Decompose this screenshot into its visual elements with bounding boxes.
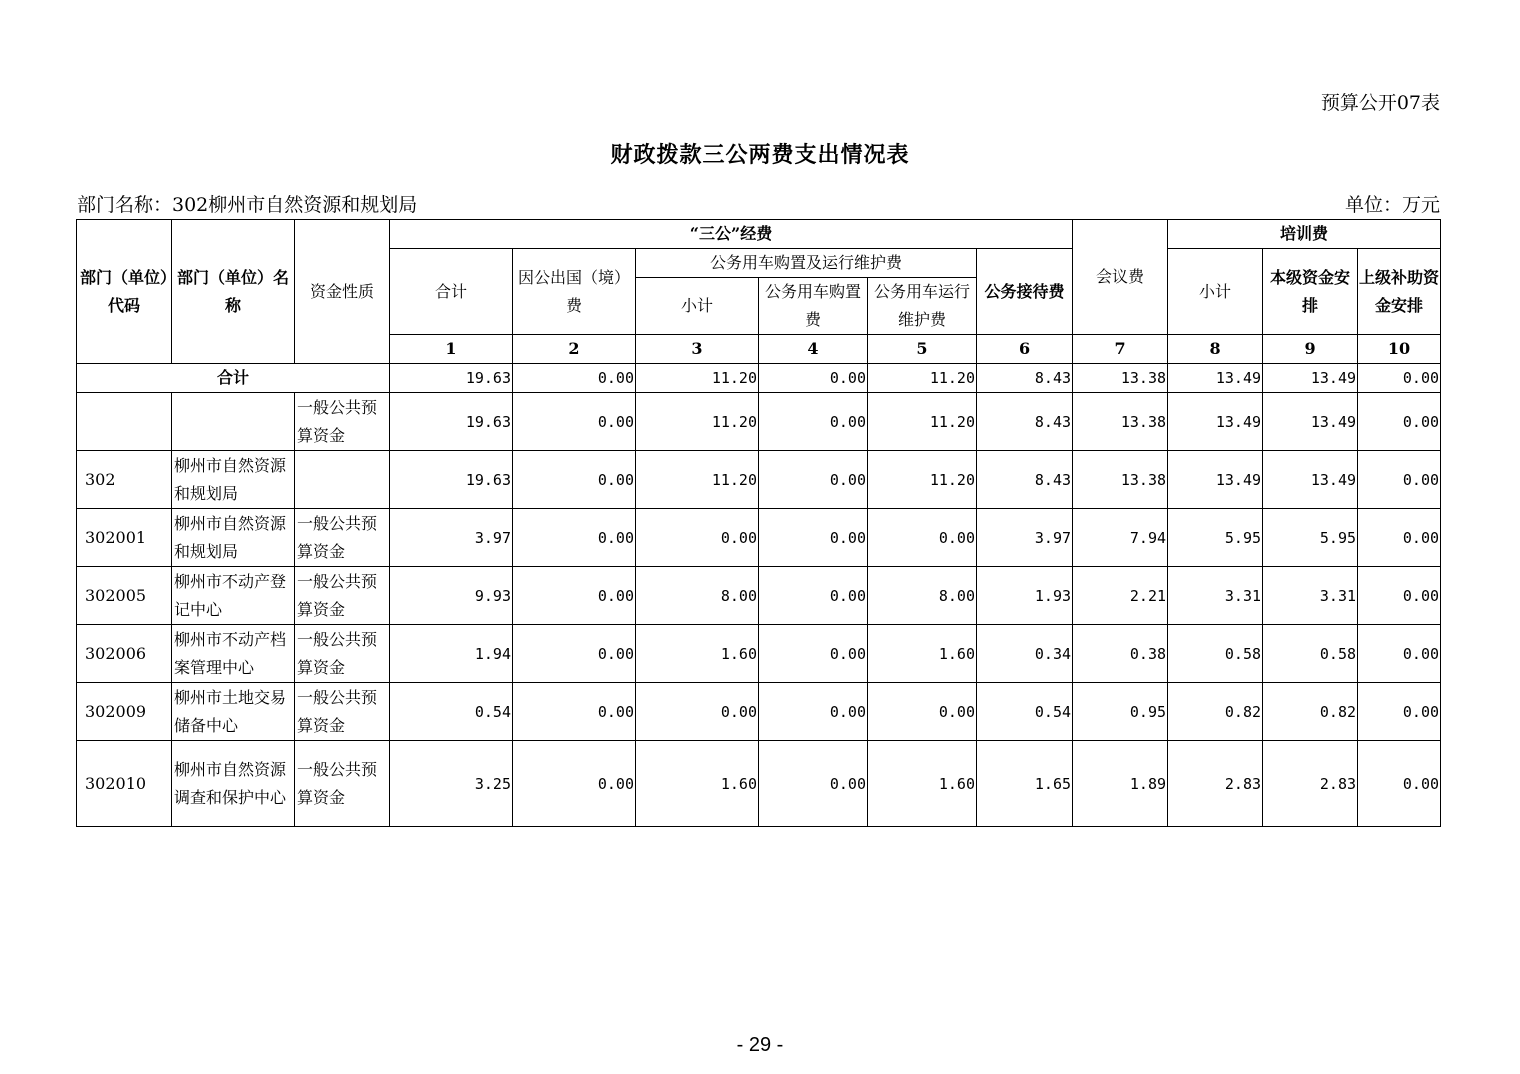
budget-table <box>76 219 1441 827</box>
table-cell: 0.00 <box>759 741 868 827</box>
total-row-label: 合计 <box>77 364 390 393</box>
fund-nature-cell <box>295 451 390 509</box>
table-cell: 11.20 <box>868 393 977 451</box>
column-index: 10 <box>1358 335 1441 364</box>
table-cell: 13.49 <box>1168 451 1263 509</box>
header-vehicle-purchase: 公务用车购置费 <box>759 278 868 335</box>
table-cell: 1.89 <box>1073 741 1168 827</box>
dept-code-cell: 302001 <box>77 509 172 567</box>
column-index: 5 <box>868 335 977 364</box>
table-cell: 11.20 <box>636 451 759 509</box>
table-cell: 13.49 <box>1263 451 1358 509</box>
table-cell: 0.00 <box>513 509 636 567</box>
table-cell: 1.60 <box>868 625 977 683</box>
column-index: 7 <box>1073 335 1168 364</box>
header-sangong: “三公”经费 <box>390 220 1073 249</box>
table-cell: 11.20 <box>868 364 977 393</box>
table-cell: 0.82 <box>1168 683 1263 741</box>
header-fund-nature: 资金性质 <box>295 220 390 364</box>
table-cell: 11.20 <box>868 451 977 509</box>
table-cell: 13.38 <box>1073 393 1168 451</box>
column-index: 8 <box>1168 335 1263 364</box>
dept-code-cell <box>77 393 172 451</box>
table-cell: 0.34 <box>977 625 1073 683</box>
header-training: 培训费 <box>1168 220 1441 249</box>
fund-nature-cell: 一般公共预算资金 <box>295 625 390 683</box>
table-cell: 13.38 <box>1073 451 1168 509</box>
dept-code-cell: 302010 <box>77 741 172 827</box>
table-cell: 0.00 <box>759 683 868 741</box>
table-cell: 2.83 <box>1263 741 1358 827</box>
table-body <box>77 364 1441 827</box>
header-reception: 公务接待费 <box>977 249 1073 335</box>
table-cell: 1.94 <box>390 625 513 683</box>
table-cell: 0.54 <box>977 683 1073 741</box>
table-cell: 1.93 <box>977 567 1073 625</box>
fund-nature-cell: 一般公共预算资金 <box>295 683 390 741</box>
table-cell: 13.38 <box>1073 364 1168 393</box>
table-cell: 0.00 <box>1358 364 1441 393</box>
dept-code-cell: 302005 <box>77 567 172 625</box>
header-training-upper: 上级补助资金安排 <box>1358 249 1441 335</box>
table-cell: 0.00 <box>513 683 636 741</box>
column-index: 2 <box>513 335 636 364</box>
table-cell: 3.31 <box>1263 567 1358 625</box>
table-cell: 0.00 <box>636 509 759 567</box>
column-index: 4 <box>759 335 868 364</box>
table-cell: 3.97 <box>977 509 1073 567</box>
table-cell: 0.82 <box>1263 683 1358 741</box>
dept-name-cell: 柳州市不动产档案管理中心 <box>172 625 295 683</box>
table-row <box>77 567 1441 625</box>
table-cell: 13.49 <box>1263 364 1358 393</box>
table-cell: 1.60 <box>636 625 759 683</box>
header-total: 合计 <box>390 249 513 335</box>
table-cell: 0.00 <box>1358 393 1441 451</box>
table-cell: 1.65 <box>977 741 1073 827</box>
table-number-tag: 预算公开07表 <box>1320 92 1440 114</box>
document-title: 财政拨款三公两费支出情况表 <box>610 142 910 168</box>
unit-label: 单位：万元 <box>1344 194 1440 216</box>
table-cell: 0.00 <box>1358 683 1441 741</box>
table-cell: 0.00 <box>759 364 868 393</box>
table-cell: 0.00 <box>513 567 636 625</box>
table-row <box>77 509 1441 567</box>
table-cell: 1.60 <box>868 741 977 827</box>
column-index: 1 <box>390 335 513 364</box>
table-row <box>77 741 1441 827</box>
header-dept-code: 部门（单位）代码 <box>77 220 172 364</box>
table-cell: 11.20 <box>636 393 759 451</box>
table-cell: 19.63 <box>390 393 513 451</box>
table-cell: 0.00 <box>1358 509 1441 567</box>
header-vehicle-subtotal: 小计 <box>636 278 759 335</box>
fund-nature-cell: 一般公共预算资金 <box>295 741 390 827</box>
header-meeting: 会议费 <box>1073 220 1168 335</box>
fund-nature-cell: 一般公共预算资金 <box>295 509 390 567</box>
header-training-subtotal: 小计 <box>1168 249 1263 335</box>
table-cell: 0.00 <box>759 625 868 683</box>
table-cell: 0.00 <box>1358 451 1441 509</box>
table-cell: 0.00 <box>513 625 636 683</box>
dept-name-cell: 柳州市自然资源调查和保护中心 <box>172 741 295 827</box>
table-cell: 13.49 <box>1263 393 1358 451</box>
table-cell: 7.94 <box>1073 509 1168 567</box>
table-cell: 3.25 <box>390 741 513 827</box>
table-cell: 8.43 <box>977 393 1073 451</box>
table-cell: 0.00 <box>759 567 868 625</box>
table-cell: 8.00 <box>868 567 977 625</box>
table-cell: 0.00 <box>513 451 636 509</box>
dept-code-cell: 302009 <box>77 683 172 741</box>
table-cell: 0.00 <box>636 683 759 741</box>
table-cell: 0.00 <box>513 393 636 451</box>
dept-name-cell: 柳州市土地交易储备中心 <box>172 683 295 741</box>
table-cell: 5.95 <box>1263 509 1358 567</box>
table-row <box>77 451 1441 509</box>
dept-name-cell <box>172 393 295 451</box>
table-cell: 0.58 <box>1168 625 1263 683</box>
column-index: 3 <box>636 335 759 364</box>
table-cell: 19.63 <box>390 364 513 393</box>
dept-code-cell: 302006 <box>77 625 172 683</box>
table-cell: 0.54 <box>390 683 513 741</box>
table-cell: 19.63 <box>390 451 513 509</box>
header-abroad: 因公出国（境）费 <box>513 249 636 335</box>
fund-nature-cell: 一般公共预算资金 <box>295 567 390 625</box>
table-cell: 5.95 <box>1168 509 1263 567</box>
table-row <box>77 683 1441 741</box>
total-row <box>77 364 1441 393</box>
table-cell: 0.00 <box>1358 567 1441 625</box>
dept-name-cell: 柳州市不动产登记中心 <box>172 567 295 625</box>
table-cell: 0.58 <box>1263 625 1358 683</box>
table-row <box>77 393 1441 451</box>
table-cell: 0.00 <box>1358 625 1441 683</box>
table-cell: 3.31 <box>1168 567 1263 625</box>
fund-nature-cell: 一般公共预算资金 <box>295 393 390 451</box>
table-cell: 11.20 <box>636 364 759 393</box>
table-cell: 0.00 <box>1358 741 1441 827</box>
table-header <box>77 220 1441 364</box>
header-vehicle-maintenance: 公务用车运行维护费 <box>868 278 977 335</box>
header-training-own: 本级资金安排 <box>1263 249 1358 335</box>
column-index: 9 <box>1263 335 1358 364</box>
table-cell: 0.00 <box>759 509 868 567</box>
table-cell: 0.00 <box>513 364 636 393</box>
table-row <box>77 625 1441 683</box>
table-cell: 8.43 <box>977 364 1073 393</box>
table-cell: 13.49 <box>1168 364 1263 393</box>
table-cell: 0.00 <box>513 741 636 827</box>
table-cell: 9.93 <box>390 567 513 625</box>
table-cell: 1.60 <box>636 741 759 827</box>
table-cell: 2.83 <box>1168 741 1263 827</box>
table-cell: 0.00 <box>868 683 977 741</box>
dept-name-cell: 柳州市自然资源和规划局 <box>172 451 295 509</box>
table-cell: 2.21 <box>1073 567 1168 625</box>
table-cell: 0.95 <box>1073 683 1168 741</box>
table-cell: 13.49 <box>1168 393 1263 451</box>
table-cell: 0.38 <box>1073 625 1168 683</box>
column-index: 6 <box>977 335 1073 364</box>
header-dept-name: 部门（单位）名称 <box>172 220 295 364</box>
header-vehicle: 公务用车购置及运行维护费 <box>636 249 977 278</box>
table-cell: 0.00 <box>759 393 868 451</box>
table-cell: 8.43 <box>977 451 1073 509</box>
department-name-label: 部门名称：302柳州市自然资源和规划局 <box>77 194 418 216</box>
dept-code-cell: 302 <box>77 451 172 509</box>
table-cell: 0.00 <box>759 451 868 509</box>
table-cell: 0.00 <box>868 509 977 567</box>
dept-name-cell: 柳州市自然资源和规划局 <box>172 509 295 567</box>
page-number: - 29 - <box>736 1034 784 1056</box>
table-cell: 8.00 <box>636 567 759 625</box>
table-cell: 3.97 <box>390 509 513 567</box>
